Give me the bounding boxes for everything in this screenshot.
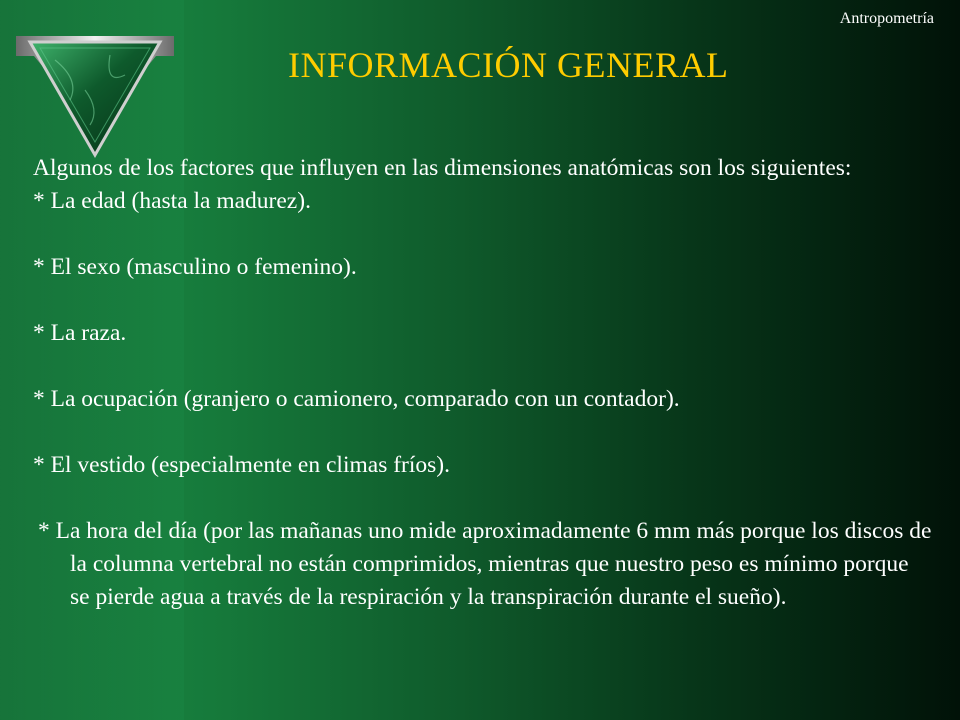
header-tag: Antropometría [839,10,934,27]
bullet-item-time-of-day: * La hora del día (por las mañanas uno mide aproximadamente 6 mm más porque los discos de la columna vertebral no están comprimidos, mientras que nuestro peso es mínimo porque se pierde agua a través de la respiración y la transpiración durante el sueño). [38,518,932,610]
slide-title: INFORMACIÓN GENERAL [288,45,729,85]
bullet-item-sex: * El sexo (masculino o femenino). [33,254,357,280]
bullet-item-race: * La raza. [33,320,127,346]
marble-triangle-logo-icon [10,30,180,170]
bullet-item-age: * La edad (hasta la madurez). [33,188,311,214]
slide-body [33,152,933,614]
bullet-item-occupation: * La ocupación (granjero o camionero, comparado con un contador). [33,386,680,412]
intro-text: Algunos de los factores que influyen en las dimensiones anatómicas son los siguientes: [33,155,852,181]
bullet-item-clothing: * El vestido (especialmente en climas fríos). [33,452,450,478]
